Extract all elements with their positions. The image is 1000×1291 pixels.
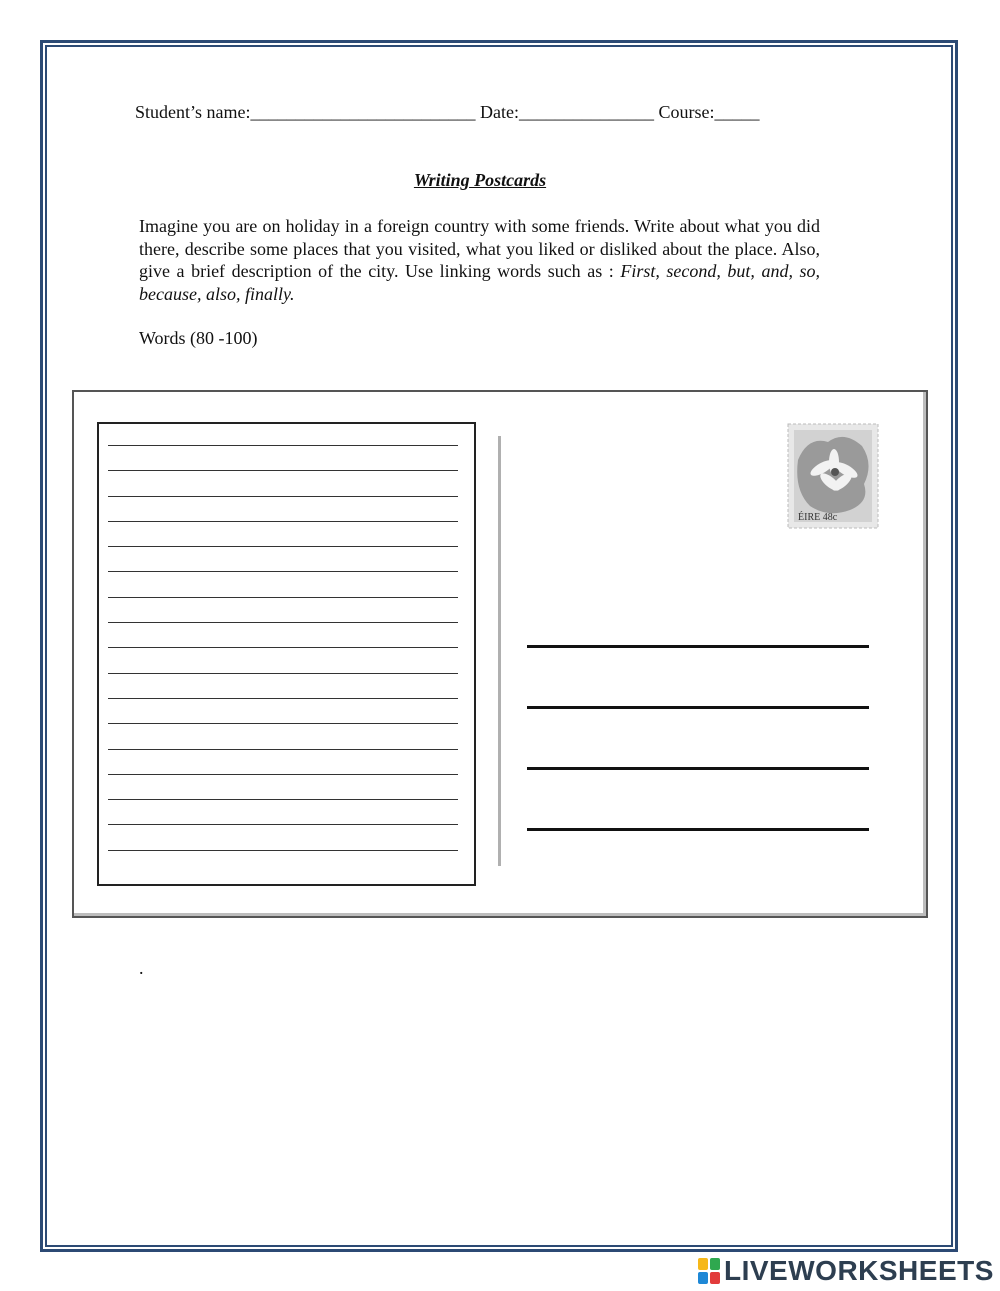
logo-block [710, 1258, 720, 1270]
student-info-header: Student’s name:_________________________ Date:_______________ Course:_____ [135, 102, 760, 122]
address-line[interactable] [527, 645, 869, 648]
message-line[interactable] [108, 496, 458, 521]
logo-block [698, 1258, 708, 1270]
logo-text: LIVEWORKSHEETS [724, 1255, 994, 1286]
message-line[interactable] [108, 698, 458, 723]
stamp-icon [784, 420, 882, 532]
logo-block [710, 1272, 720, 1284]
logo-block [698, 1272, 708, 1284]
message-line[interactable] [108, 774, 458, 799]
message-line[interactable] [108, 723, 458, 748]
message-line[interactable] [108, 673, 458, 698]
instructions-text: Imagine you are on holiday in a foreign country with some friends. Write about what you did there, describe some places that you visited, what you liked or disliked about the place. Also, give a brief description of the city. Use linking words such as : [139, 216, 820, 281]
message-line[interactable] [108, 445, 458, 470]
message-line[interactable] [108, 546, 458, 571]
linking-words: First, second, but, and, so, because, also, finally. [139, 261, 821, 304]
message-line[interactable] [108, 597, 458, 622]
postcard-divider [498, 436, 501, 866]
address-line[interactable] [527, 828, 869, 831]
liveworksheets-logo [698, 1255, 994, 1287]
message-line[interactable] [108, 647, 458, 672]
message-line[interactable] [108, 470, 458, 495]
message-line[interactable] [108, 799, 458, 824]
message-line[interactable] [108, 850, 458, 875]
address-line[interactable] [527, 767, 869, 770]
worksheet-title: Writing Postcards [413, 170, 547, 190]
message-line[interactable] [108, 749, 458, 774]
message-line[interactable] [108, 622, 458, 647]
word-limit: Words (80 -100) [139, 328, 258, 348]
message-line[interactable] [108, 521, 458, 546]
message-lines [108, 445, 458, 875]
message-line[interactable] [108, 824, 458, 849]
logo-icon [698, 1258, 720, 1284]
message-line[interactable] [108, 571, 458, 596]
address-line[interactable] [527, 706, 869, 709]
stamp-label: ÉIRE 48c [798, 512, 838, 523]
trailing-mark: . [139, 958, 144, 978]
instructions [139, 215, 820, 305]
